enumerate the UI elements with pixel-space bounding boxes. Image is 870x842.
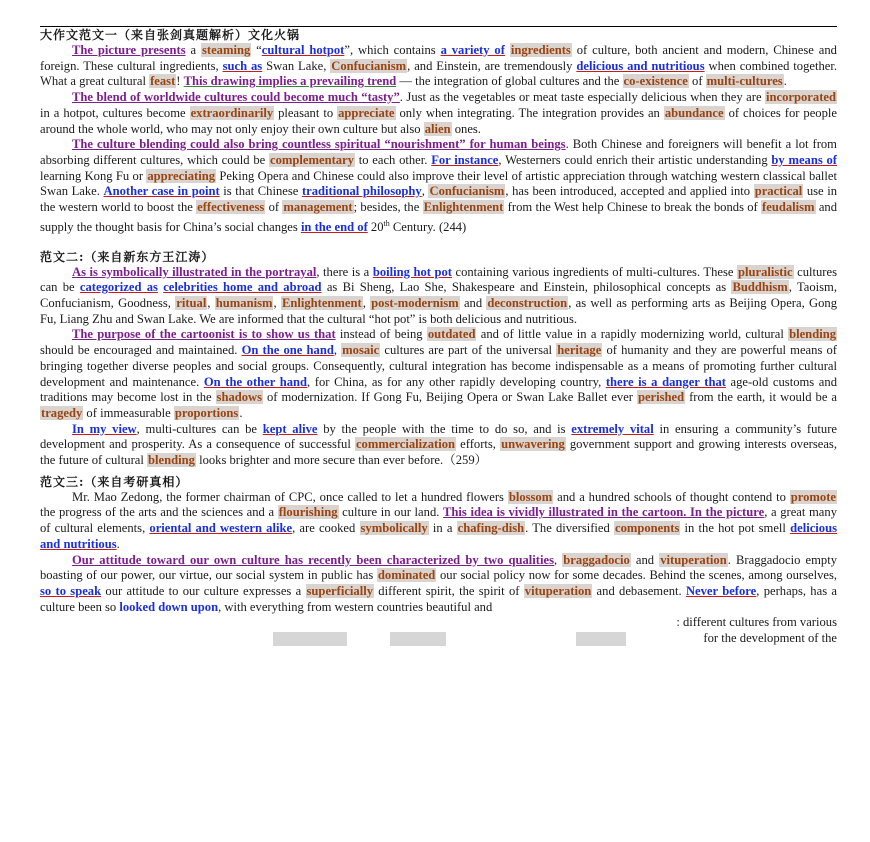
text-run: . The diversified [525, 521, 614, 536]
essay-three [40, 469, 837, 650]
highlighted-word: heritage [557, 343, 602, 358]
topic-phrase: The picture presents [72, 43, 186, 57]
text-run: . [783, 74, 787, 89]
essay-three-heading: 范文三:（来自考研真相） [40, 474, 189, 489]
text-run: — the integration of global cultures and the [396, 74, 623, 89]
key-phrase: in the end of [300, 219, 368, 234]
topic-phrase: The purpose of the cartoonist is to show us that [72, 327, 336, 342]
essay-paragraph [40, 265, 837, 328]
highlighted-word: steaming [202, 43, 251, 57]
text-run: is that Chinese [219, 184, 302, 199]
highlighted-word: humanism [215, 296, 273, 311]
key-phrase: cultural hotpot [261, 43, 345, 57]
text-run: pleasant to [274, 105, 338, 120]
topic-phrase: This idea is vividly illustrated in the cartoon. In the picture [443, 505, 765, 520]
text-run: and of little value in a rapidly modernizing world, cultural [476, 327, 789, 342]
text-run: the progress of the arts and the sciences and a [40, 505, 278, 520]
text-run: , there is a [316, 264, 373, 279]
highlighted-word: incorporated [766, 90, 836, 105]
text-run: , [554, 552, 563, 567]
text-run: our social policy now for some decades. Behind the scenes, among ourselves, [436, 568, 838, 583]
essay-two [40, 236, 837, 469]
key-phrase: Another case in point [103, 184, 220, 199]
key-phrase: For instance [431, 152, 499, 167]
text-run: in the hot pot smell [680, 521, 791, 536]
essay-paragraph [40, 553, 837, 616]
text-run: instead of being [335, 327, 427, 342]
text-run: Mr. Mao Zedong, the former chairman of CPC, once called to let a hundred flowers [72, 489, 508, 504]
text-run: and [630, 552, 660, 567]
essay-paragraph [40, 43, 837, 90]
highlighted-word: ingredients [510, 43, 571, 57]
key-phrase: kept alive [262, 421, 318, 436]
text-run: ”, which contains [344, 43, 441, 57]
topic-phrase: Our attitude toward our own culture has recently been characterized by two qualities [72, 552, 554, 567]
key-phrase: Never before [685, 583, 757, 598]
text-run: . Braggadocio empty boasting of our power, our virtue, our social system in public has [40, 552, 837, 583]
highlighted-word: Confucianism [429, 184, 505, 199]
text-run: culture in our land. [338, 505, 444, 520]
highlighted-word: components [615, 521, 680, 536]
highlighted-word: Enlightenment [281, 296, 362, 311]
highlighted-word: complementary [270, 152, 354, 167]
text-run: of [265, 200, 283, 215]
text-run: in ensuring a community’s future development and prosperity. As a consequence of successful [40, 421, 837, 452]
text-run: , perhaps, has a culture been so [40, 583, 837, 614]
redaction-block [273, 632, 347, 646]
highlighted-word: Confucianism [331, 58, 407, 73]
essay-paragraph [40, 422, 837, 469]
text-run: “ [251, 43, 262, 57]
text-run: age-old customs and traditions may become lost in the [40, 374, 837, 405]
text-run: . Just as the vegetables or meat taste especially delicious when they are [399, 90, 766, 105]
highlighted-word: braggadocio [563, 552, 630, 567]
text-run: , Taoism, Confucianism, Goodness, [40, 280, 838, 311]
highlighted-word: promote [790, 489, 836, 504]
highlighted-word: feast [150, 74, 176, 89]
text-run: and supply the thought basis for China’s social changes [40, 200, 838, 234]
text-run: of [688, 74, 706, 89]
key-phrase: categorized as [79, 280, 158, 295]
topic-phrase: As is symbolically illustrated in the portrayal [72, 264, 317, 279]
highlighted-word: deconstruction [487, 296, 568, 311]
key-phrase: oriental and western alike [149, 521, 293, 536]
key-phrase: delicious and nutritious [576, 58, 705, 73]
highlighted-word: Buddhism [732, 280, 788, 295]
text-run: and a hundred schools of thought contend to [553, 489, 790, 504]
text-run: of choices for people around the whole world, who may not only enjoy their own culture but also [40, 105, 837, 136]
highlighted-word: vituperation [524, 583, 592, 598]
highlighted-word: co-existence [623, 74, 688, 89]
text-run: government support and growing interests overseas, the future of cultural [40, 437, 837, 468]
highlighted-word: alien [424, 121, 451, 136]
text-run: use in the western world to boost the [40, 184, 838, 215]
essay-paragraph [40, 327, 837, 421]
key-phrase: boiling hot pot [372, 264, 452, 279]
text-run: , with everything from western countries beautiful and [218, 599, 493, 614]
key-phrase: a variety of [440, 43, 505, 57]
essay-paragraph [40, 490, 837, 553]
key-phrase: delicious and nutritious [40, 521, 837, 551]
key-phrase: extremely vital [571, 421, 654, 436]
key-phrase: In my view [72, 421, 137, 436]
text-run: Swan Lake, [262, 58, 331, 73]
page-bottom-fragments [40, 615, 837, 649]
topic-phrase: The culture blending could also bring countless spiritual “nourishment” for human beings [72, 137, 566, 152]
text-run: Century. (244) [389, 219, 467, 234]
text-run: , [333, 343, 342, 358]
text-run: to each other. [354, 152, 432, 167]
text-fragment: for the development of the [703, 631, 837, 646]
text-run: our attitude to our culture expresses a [101, 583, 306, 598]
text-run: . Both Chinese and foreigners will benefit a lot from absorbing different cultures, which could be [40, 137, 837, 167]
text-run: a [185, 43, 201, 57]
highlighted-word: pluralistic [738, 264, 793, 279]
key-phrase: there is a danger that [605, 374, 726, 389]
redaction-block [576, 632, 626, 646]
text-run: , for China, as for any other rapidly developing country, [307, 374, 606, 389]
highlighted-word: flourishing [278, 505, 338, 520]
highlighted-word: blending [148, 453, 195, 468]
key-phrase: so to speak [40, 583, 102, 598]
highlighted-word: ritual [176, 296, 207, 311]
key-phrase: celebrities home and abroad [163, 280, 322, 295]
redaction-block [390, 632, 446, 646]
text-run: Peking Opera and Chinese could also improve their level of artistic appreciation through watching western classical ballet Swan Lake. [40, 168, 837, 199]
text-run: , and Einstein, are tremendously [407, 58, 577, 73]
text-run: only when integrating. The integration provides an [395, 105, 664, 120]
essay-one-heading: 大作文范文一（来自张剑真题解析）文化火锅 [40, 28, 301, 42]
text-run: , [207, 296, 215, 311]
key-phrase: On the other hand [203, 374, 308, 389]
superscript: th [383, 218, 390, 228]
highlighted-word: abundance [664, 105, 724, 120]
text-run: looks brighter and more secure than ever before.（259） [195, 453, 488, 468]
text-run: , a great many of cultural elements, [40, 505, 837, 536]
essay-one [40, 22, 837, 236]
text-run: , are cooked [292, 521, 360, 536]
highlighted-word: superficially [306, 583, 373, 598]
text-run: learning Kong Fu or [40, 168, 147, 183]
text-run: and [459, 296, 487, 311]
text-run: from the earth, it would be a [685, 390, 837, 405]
highlighted-word: practical [754, 184, 803, 199]
highlighted-word: appreciate [338, 105, 395, 120]
text-run: of modernization. If Gong Fu, Beijing Opera or Swan Lake Ballet ever [263, 390, 637, 405]
highlighted-word: vituperation [660, 552, 727, 567]
key-phrase: On the one hand [241, 343, 334, 358]
text-run: in a [428, 521, 457, 536]
highlighted-word: shadows [216, 390, 263, 405]
highlighted-word: commercialization [355, 437, 456, 452]
highlighted-word: effectiveness [197, 200, 265, 215]
text-run: when combined together. What a great cultural [40, 58, 837, 89]
text-run: , [421, 184, 429, 199]
text-run: ones. [451, 121, 481, 136]
highlighted-word: symbolically [360, 521, 428, 536]
text-run: , multi-cultures can be [136, 421, 263, 436]
text-run: 20 [367, 219, 384, 234]
highlighted-word: post-modernism [371, 296, 459, 311]
text-run: from the West help Chinese to break the bonds of [504, 200, 762, 215]
highlighted-word: outdated [427, 327, 476, 342]
topic-phrase: This drawing implies a prevailing trend [183, 74, 397, 89]
text-run: and debasement. [592, 583, 686, 598]
highlighted-word: chafing-dish [457, 521, 525, 536]
text-run: , [362, 296, 371, 311]
text-run: containing various ingredients of multi-cultures. These [451, 264, 738, 279]
text-run: . [116, 536, 120, 551]
highlighted-word: unwavering [501, 437, 565, 452]
key-phrase: traditional philosophy [301, 184, 422, 199]
key-phrase: by means of [771, 152, 837, 167]
text-run: cultures can be [40, 264, 837, 295]
document-page [40, 22, 837, 822]
text-run: ; besides, the [353, 200, 423, 215]
text-run: cultures are part of the universal [380, 343, 557, 358]
highlighted-word: extraordinarily [190, 105, 274, 120]
text-run: , has been introduced, accepted and applied into [505, 184, 754, 199]
essay-paragraph [40, 137, 837, 235]
highlighted-word: blending [789, 327, 836, 342]
highlighted-word: mosaic [342, 343, 380, 358]
text-run: efforts, [456, 437, 501, 452]
text-run: ! [176, 74, 184, 89]
highlighted-word: Enlightenment [423, 200, 504, 215]
text-run: different spirit, the spirit of [374, 583, 524, 598]
topic-phrase: The blend of worldwide cultures could become much “tasty” [72, 90, 400, 105]
highlighted-word: feudalism [762, 200, 815, 215]
highlighted-word: perished [637, 390, 685, 405]
key-phrase: such as [222, 58, 263, 73]
text-run: in a hotpot, cultures become [40, 105, 190, 120]
essay-two-heading: 范文二:（来自新东方王江涛） [40, 249, 215, 264]
highlighted-word: proportions [174, 405, 239, 420]
text-run: , Westerners could enrich their artistic understanding [498, 152, 772, 167]
text-run: by the people with the time to do so, and is [317, 421, 572, 436]
text-fragment: : different cultures from various [676, 615, 837, 630]
highlighted-word: dominated [377, 568, 436, 583]
text-run: . [239, 405, 243, 420]
text-run: of humanity and they are powerful means of bringing together diverse peoples and social groups. Consequently, cultural integration has become indispensable as a means of promoting further cultural development and maintenance. [40, 343, 837, 389]
highlighted-word: tragedy [41, 405, 83, 420]
text-run: , [273, 296, 281, 311]
text-run: , as well as performing arts as Beijing Opera, Gong Fu, Liang Zhu and Swan Lake. We are informed that the cultural “hot pot” is both delicious and nutritious. [40, 296, 837, 326]
text-run: as Bi Sheng, Lao She, Shakespeare and Einstein, philosophical concepts as [321, 280, 732, 295]
highlighted-word: blossom [508, 489, 553, 504]
text-run: of immeasurable [83, 405, 174, 420]
highlighted-word: management [283, 200, 353, 215]
text-run: of culture, both ancient and modern, Chinese and foreign. These cultural ingredients, [40, 43, 837, 73]
highlighted-word: multi-cultures [706, 74, 783, 89]
text-run: should be encouraged and maintained. [40, 343, 242, 358]
essay-paragraph [40, 90, 837, 137]
highlighted-word: appreciating [147, 168, 215, 183]
key-phrase: looked down upon [119, 599, 219, 614]
